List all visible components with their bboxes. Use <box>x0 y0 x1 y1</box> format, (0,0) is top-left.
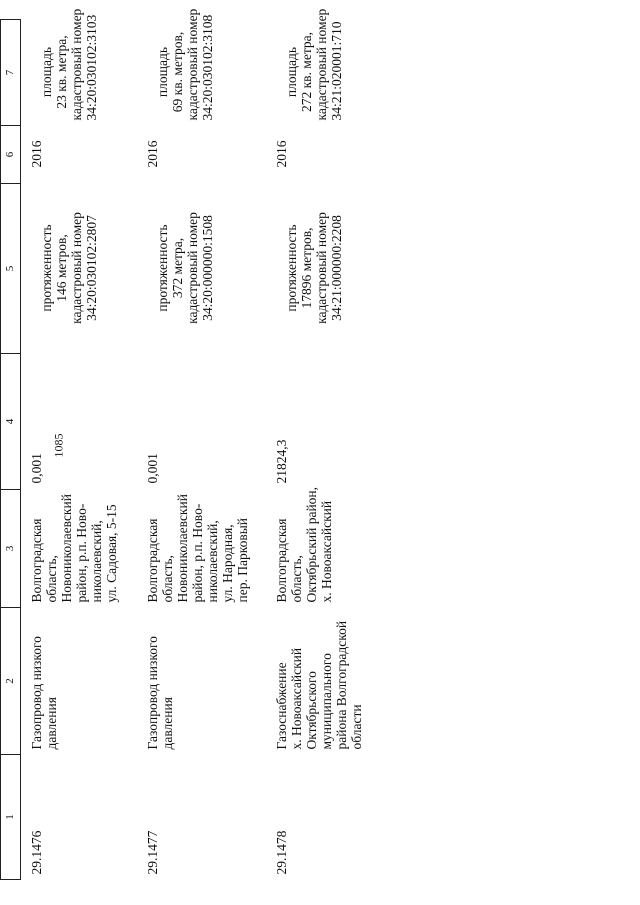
object-area-line: 272 кв. метра, <box>298 31 314 113</box>
object-name-line: Октябрьского <box>303 671 319 750</box>
table-row <box>137 20 266 880</box>
table-header <box>1 20 21 880</box>
object-extent-line: 17896 метров, <box>298 227 314 309</box>
object-name-line: области <box>348 704 364 750</box>
object-name-line: Газопровод низкого <box>29 636 44 750</box>
header-cell-5: 5 <box>1 184 21 354</box>
object-location-line: район, р.п. Ново- <box>189 503 205 603</box>
object-extent-line: кадастровый номер <box>313 212 329 324</box>
object-location <box>137 490 266 608</box>
header-cell-2: 2 <box>1 608 21 755</box>
object-name <box>137 608 266 755</box>
object-area-line: 69 кв. метров, <box>169 31 185 113</box>
object-name <box>21 608 137 755</box>
object-location <box>266 486 396 608</box>
object-location-line: Новониколаевский <box>174 494 190 603</box>
row-number: 29.1478 <box>273 830 289 875</box>
property-table <box>0 8 396 880</box>
table-body <box>21 8 396 880</box>
object-area-line: 34:21:020001:710 <box>328 21 344 121</box>
object-location-line: николаевский, <box>204 520 220 603</box>
object-value: 0,001 <box>29 453 44 484</box>
object-extent-line: протяженность <box>154 224 170 312</box>
object-area <box>266 8 396 126</box>
row-number: 29.1476 <box>29 830 44 875</box>
object-location-line: область, <box>159 555 175 603</box>
object-extent-line: 372 метра, <box>169 237 185 299</box>
page-number: 1085 <box>51 433 66 458</box>
object-location-line: область, <box>44 555 59 603</box>
object-location <box>21 490 137 608</box>
object-year: 2016 <box>144 140 160 168</box>
object-area <box>137 8 266 126</box>
rotated-page <box>0 8 480 880</box>
object-area-line: кадастровый номер <box>184 8 200 121</box>
object-year: 2016 <box>29 140 44 168</box>
object-name-line: х. Новоаксайский <box>288 647 304 750</box>
row-number: 29.1477 <box>144 830 160 875</box>
object-location-line: Октябрьский район, <box>303 486 319 603</box>
object-name-line: давления <box>44 697 59 750</box>
object-area-line: площадь <box>39 46 54 98</box>
object-area-line: 34:20:030102:3103 <box>84 14 99 121</box>
header-cell-1: 1 <box>1 755 21 880</box>
object-extent-line: 34:20:030102:2807 <box>84 215 99 321</box>
object-extent <box>21 184 137 354</box>
object-area-line: 34:20:030102:3108 <box>199 14 215 121</box>
object-location-line: х. Новоаксайский <box>318 500 334 603</box>
object-area <box>21 8 137 126</box>
object-extent-line: 146 метров, <box>54 234 69 302</box>
object-location-line: Новониколаевский <box>59 494 74 603</box>
object-area-line: кадастровый номер <box>69 8 84 121</box>
header-cell-3: 3 <box>1 490 21 608</box>
header-cell-6: 6 <box>1 126 21 184</box>
object-location-line: Волгоградская <box>29 518 44 603</box>
object-year: 2016 <box>273 140 289 168</box>
object-extent <box>266 184 396 354</box>
object-value: 0,001 <box>144 453 160 484</box>
object-area-line: площадь <box>283 46 299 98</box>
object-name-line: давления <box>159 697 175 750</box>
object-location-line: ул. Народная, <box>219 524 235 603</box>
table-row <box>21 20 137 880</box>
header-cell-4: 4 <box>1 354 21 490</box>
object-name <box>266 608 396 755</box>
object-extent-line: протяженность <box>283 224 299 312</box>
object-extent-line: кадастровый номер <box>184 212 200 324</box>
object-area-line: площадь <box>154 46 170 98</box>
object-location-line: николаевский, <box>89 520 104 603</box>
object-location-line: ул. Садовая, 5-15 <box>104 504 119 603</box>
object-area-line: 23 кв. метра, <box>54 35 69 109</box>
object-name-line: Газопровод низкого <box>144 636 160 750</box>
table-row <box>266 20 396 880</box>
object-location-line: область, <box>288 555 304 603</box>
object-extent-line: 34:20:000000:1508 <box>199 215 215 321</box>
object-location-line: пер. Парковый <box>234 517 250 603</box>
object-location-line: район, р.п. Ново- <box>74 503 89 603</box>
object-name-line: района Волгоградской <box>333 620 349 750</box>
object-extent-line: 34:21:000000:2208 <box>328 215 344 321</box>
object-area-line: кадастровый номер <box>313 8 329 121</box>
object-extent-line: кадастровый номер <box>69 212 84 324</box>
object-location-line: Волгоградская <box>273 518 289 603</box>
object-location-line: Волгоградская <box>144 518 160 603</box>
header-cell-7: 7 <box>1 20 21 126</box>
object-name-line: Газоснабжение <box>273 662 289 750</box>
object-extent <box>137 184 266 354</box>
object-name-line: муниципального <box>318 653 334 750</box>
object-extent-line: протяженность <box>39 224 54 312</box>
object-value: 21824,3 <box>273 439 289 484</box>
